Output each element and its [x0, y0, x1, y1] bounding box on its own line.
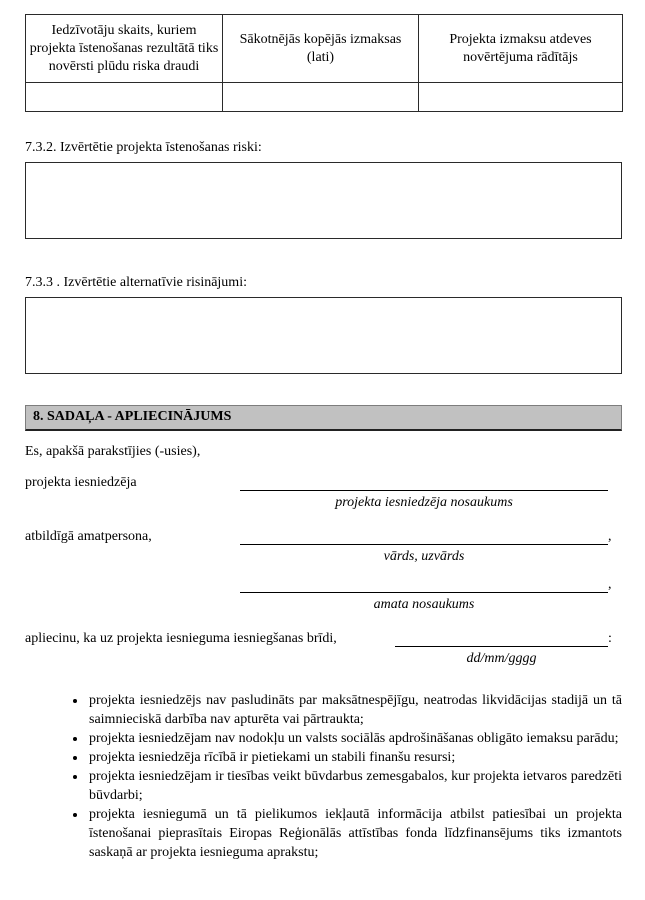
table-header-population: Iedzīvotāju skaits, kuriem projekta īstenošanas rezultātā tiks novērsti plūdu riska draudi [26, 15, 223, 83]
certify-date-line[interactable] [395, 630, 608, 647]
official-hint: vārds, uzvārds [383, 549, 465, 564]
statement-item: • projekta iesniedzēja rīcībā ir pietiekami un stabili finanšu resursi; [87, 748, 622, 767]
position-suffix: , [608, 577, 612, 592]
flood-risk-results-table [25, 14, 623, 112]
statement-item: • projekta iesniedzējam ir tiesības veikt būvdarbus zemesgabalos, kur projekta ietvaros paredzēti būvdarbi; [87, 767, 622, 805]
position-hint: amata nosaukums [373, 597, 475, 612]
applicant-field-row [25, 474, 622, 491]
applicant-label: projekta iesniedzēja [25, 475, 137, 490]
table-cell-return-indicator[interactable] [419, 83, 623, 112]
position-title-line[interactable] [240, 576, 608, 593]
alternatives-input-box[interactable] [25, 297, 622, 374]
statement-item: • projekta iesniedzējs nav pasludināts par maksātnespējīgu, neatrodas likvidācijas stadijā un tā saimnieciskā darbība nav apturēta vai pārtraukta; [87, 691, 622, 729]
applicant-name-line[interactable] [240, 474, 608, 491]
table-header-return-indicator: Projekta izmaksu atdeves novērtējuma rādītājs [419, 15, 623, 83]
table-cell-initial-costs[interactable] [223, 83, 419, 112]
official-suffix: , [608, 529, 612, 544]
certify-field-row [25, 630, 622, 647]
applicant-hint: projekta iesniedzēja nosaukums [335, 495, 513, 510]
risks-input-box[interactable] [25, 162, 622, 239]
certify-hint: dd/mm/gggg [466, 651, 537, 666]
official-name-line[interactable] [240, 528, 608, 545]
table-header-row [26, 15, 623, 83]
table-header-initial-costs: Sākotnējās kopējās izmaksas (lati) [223, 15, 419, 83]
official-field-row [25, 528, 622, 545]
position-field-row [25, 576, 622, 593]
declaration-statements-list [25, 691, 622, 862]
certify-label: apliecinu, ka uz projekta iesnieguma iesniegšanas brīdi, [25, 631, 337, 646]
section-8-heading: 8. SADAĻA - APLIECINĀJUMS [25, 405, 622, 431]
certify-suffix: : [608, 631, 612, 646]
table-row [26, 83, 623, 112]
table-cell-population[interactable] [26, 83, 223, 112]
section-7-3-3-label: 7.3.3 . Izvērtētie alternatīvie risinājumi: [25, 275, 247, 290]
declaration-intro: Es, apakšā parakstījies (-usies), [25, 444, 201, 459]
section-7-3-2-label: 7.3.2. Izvērtētie projekta īstenošanas riski: [25, 140, 262, 155]
official-label: atbildīgā amatpersona, [25, 529, 152, 544]
statement-item: • projekta iesniegumā un tā pielikumos iekļautā informācija atbilst patiesībai un projekta īstenošanai pieprasītais Eiropas Reģionālās attīstības fonda līdzfinansējums tiks izmantots saskaņā ar projekta iesnieguma aprakstu; [87, 805, 622, 862]
statement-item: • projekta iesniedzējam nav nodokļu un valsts sociālās apdrošināšanas obligāto iemaksu parādu; [87, 729, 622, 748]
